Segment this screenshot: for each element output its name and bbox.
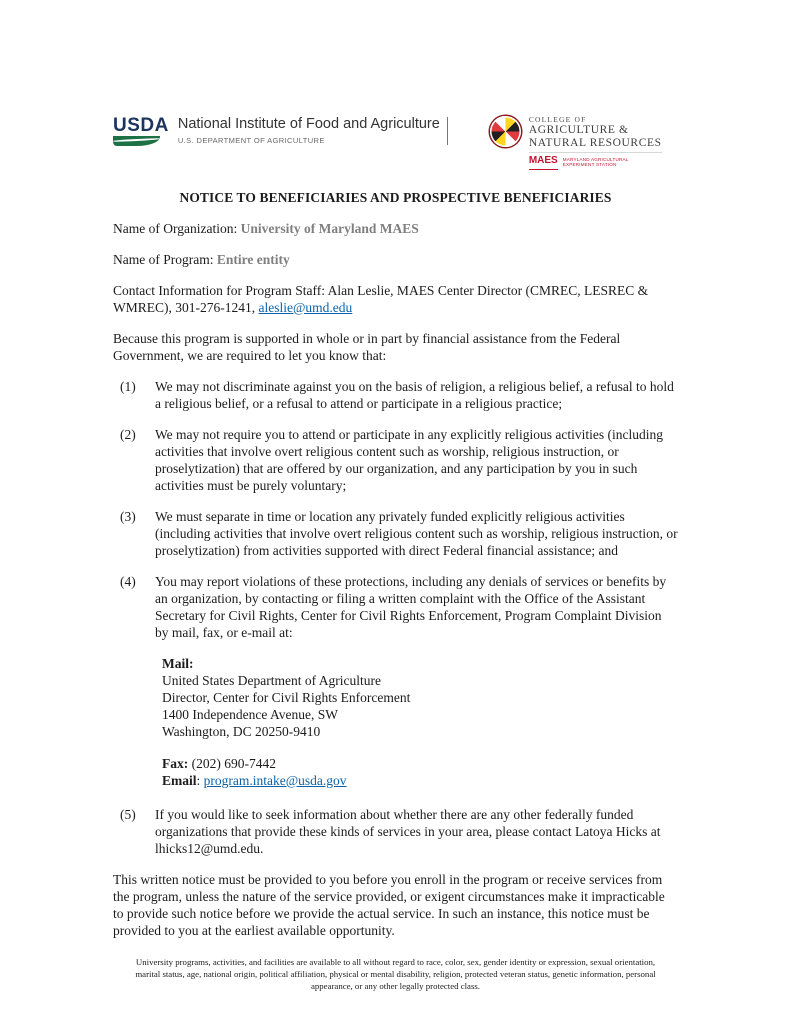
list-item-4	[113, 573, 678, 641]
fax-email-block	[162, 755, 678, 789]
header-logos	[113, 116, 678, 170]
list-item-3	[113, 508, 678, 559]
usda-wordmark: USDA	[113, 115, 169, 136]
email-separator: :	[196, 772, 204, 788]
organization-value: University of Maryland MAES	[240, 220, 419, 236]
list-item-1-text: We may not discriminate against you on the basis of religion, a religious belief, a refusal to hold a religious belief, or a refusal to attend or participate in a religious practice;	[155, 378, 674, 411]
nifa-name: National Institute of Food and Agriculture	[177, 115, 440, 132]
document-title: NOTICE TO BENEFICIARIES AND PROSPECTIVE BENEFICIARIES	[179, 189, 612, 205]
list-item-4-number: (4)	[120, 573, 136, 589]
list-item-5-number: (5)	[120, 806, 136, 822]
mail-label: Mail:	[162, 655, 194, 671]
nifa-text-block	[178, 117, 448, 145]
usda-swoosh-icon	[113, 136, 160, 146]
usda-department-label: U.S. DEPARTMENT OF AGRICULTURE	[177, 135, 325, 145]
list-item-3-number: (3)	[120, 508, 136, 524]
list-item-2-number: (2)	[120, 426, 136, 442]
maes-subtitle-line2: EXPERIMENT STATION	[562, 162, 617, 168]
usda-email-link[interactable]: program.intake@usda.gov	[203, 772, 347, 788]
document-page	[113, 0, 678, 993]
closing-paragraph: This written notice must be provided to you before you enroll in the program or receive services from the program, unless the nature of the service provided, or exigent circumstances make it impracticable to provide such notice before we provide the actual service. In such an instance, this notice must be provided to you at the earliest available opportunity.	[113, 871, 665, 938]
mail-address-line-1: United States Department of Agriculture	[162, 672, 381, 688]
fax-value: (202) 690-7442	[188, 755, 276, 771]
list-item-3-text: We must separate in time or location any privately funded explicitly religious activities (including activities that involve overt religious content such as worship, religious instruction, or proselytization) from activities supported with direct Federal financial assistance; and	[155, 508, 678, 558]
organization-label: Name of Organization:	[113, 220, 241, 236]
maes-subtitle	[563, 157, 629, 168]
list-item-5	[113, 806, 678, 857]
contact-email-link[interactable]: aleslie@umd.edu	[258, 299, 353, 315]
mail-address-line-3: 1400 Independence Avenue, SW	[162, 706, 338, 722]
list-item-1-number: (1)	[120, 378, 136, 394]
footer-disclaimer: University programs, activities, and facilities are available to all without regard to race, color, sex, gender identity or expression, sexual orientation, marital status, age, national origin, political affiliation, physical or mental disability, religion, protected veteran status, genetic information, personal appearance, or any other legally protected class.	[135, 956, 656, 992]
list-item-4-text: You may report violations of these protections, including any denials of services or benefits by an organization, by contacting or filing a written complaint with the Office of the Assistant Secretary for Civil Rights, Center for Civil Rights Enforcement, Program Complaint Division by mail, fax, or e-mail at:	[155, 573, 667, 640]
fax-line	[162, 755, 678, 772]
usda-logo-mark	[113, 116, 169, 146]
email-line	[162, 772, 678, 789]
program-field	[113, 251, 678, 268]
program-value: Entire entity	[216, 251, 290, 267]
college-name-line2: NATURAL RESOURCES	[528, 137, 662, 150]
contact-paragraph	[113, 282, 678, 316]
mail-address-line-4: Washington, DC 20250-9410	[162, 723, 321, 739]
list-item-1	[113, 378, 678, 412]
list-item-5-text: If you would like to seek information about whether there are any other federally funded organizations that provide these kinds of services in your area, please contact Latoya Hicks at lhicks12@umd.edu.	[155, 806, 661, 856]
maes-subtitle-line1: MARYLAND AGRICULTURAL	[562, 156, 629, 162]
program-label: Name of Program:	[113, 251, 217, 267]
fax-label: Fax:	[162, 755, 189, 771]
college-of-label: COLLEGE OF	[528, 115, 587, 124]
college-name-line1: AGRICULTURE &	[528, 124, 629, 137]
maryland-seal-icon	[490, 116, 521, 147]
mail-address-line-2: Director, Center for Civil Rights Enforcement	[162, 689, 411, 705]
maes-logo-row	[529, 152, 662, 170]
contact-text: Contact Information for Program Staff: Alan Leslie, MAES Center Director (CMREC, LESREC & WMREC), 301-276-1241,	[113, 282, 649, 315]
maes-wordmark: MAES	[529, 155, 558, 170]
usda-nifa-logo	[113, 116, 448, 146]
organization-field	[113, 220, 678, 237]
list-item-2	[113, 426, 678, 494]
intro-paragraph: Because this program is supported in whole or in part by financial assistance from the Federal Government, we are required to let you know that:	[113, 330, 621, 363]
email-label: Email	[162, 772, 197, 788]
college-text-block	[529, 116, 662, 170]
mail-address-block	[162, 655, 678, 740]
list-item-2-text: We may not require you to attend or participate in any explicitly religious activities (including activities that involve overt religious content such as worship, religious instruction, or proselytization) that are offered by our organization, and any participation by you in such activities must be purely voluntary;	[155, 426, 664, 493]
umd-college-logo	[490, 116, 662, 170]
